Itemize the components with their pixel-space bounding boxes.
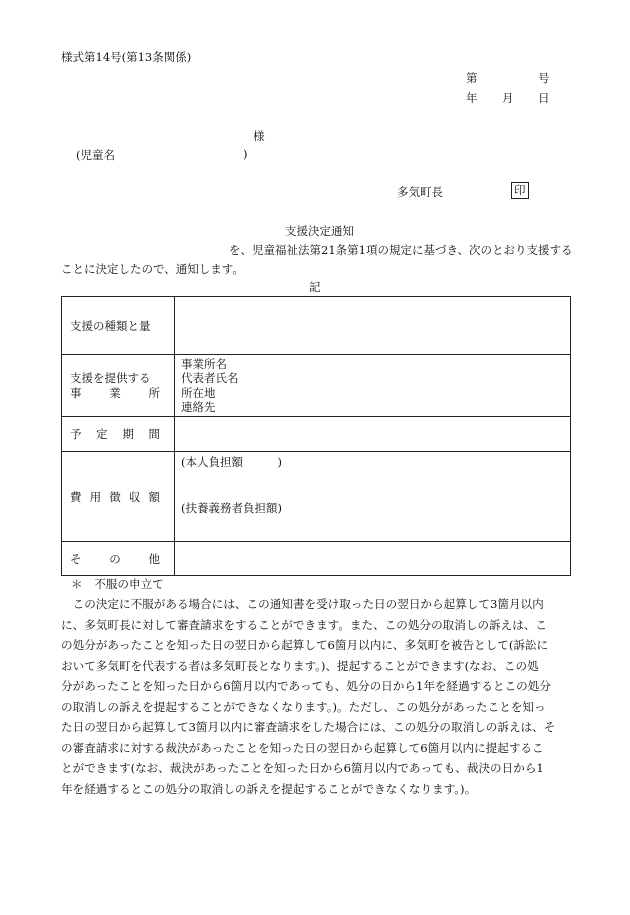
other-label: そ の 他 (62, 542, 175, 576)
appeal-line: の取消しの訴えを提起することができなくなります。)。ただし、この処分があったことを知っ (61, 699, 546, 714)
period-value (175, 417, 571, 452)
intro-line1: を、児童福祉法第21条第1項の規定に基づき、次のとおり支援する (229, 243, 573, 257)
issuer-name: 多気町長 (397, 185, 443, 199)
appeal-line: 年を経過するとこの処分の取消しの訴えを提起することができなくなります。)。 (61, 781, 477, 796)
other-value (175, 542, 571, 576)
kind-amount-label: 支援の種類と量 (62, 297, 175, 355)
date-month: 月 (502, 91, 514, 105)
appeal-line: この決定に不服がある場合には、この通知書を受け取った日の翌日から起算して3箇月以内 (61, 597, 544, 611)
provider-contact: 連絡先 (181, 400, 216, 414)
date-year: 年 (466, 91, 478, 105)
ki-label: 記 (309, 280, 321, 294)
period-label: 予 定 期 間 (62, 417, 175, 452)
appeal-line: た日の翌日から起算して3箇月以内に審査請求をした場合には、この処分の取消しの訴えは、そ (61, 720, 556, 734)
appeal-line: 分があったことを知った日から6箇月以内であっても、処分の日から1年を経過するとこの処分 (61, 679, 551, 693)
date-day: 日 (538, 91, 550, 105)
provider-label-line1: 支援を提供する (70, 370, 151, 385)
appeal-line: おいて多気町を代表する者は多気町長となります。)、提起することができます(なお、この処 (61, 658, 539, 673)
self-burden: (本人負担額 ) (181, 455, 282, 469)
form-number: 様式第14号(第13条関係) (61, 50, 192, 64)
decision-table (61, 296, 571, 576)
provider-office-name: 事業所名 (181, 356, 227, 371)
appeal-line: の審査請求に対する裁決があったことを知った日の翌日から起算して6箇月以内に提起するこ (61, 740, 544, 755)
cost-label: 費 用 徴 収 額 (62, 452, 175, 542)
child-name-close: ) (243, 147, 248, 161)
child-name-open: (児童名 (76, 148, 115, 162)
cost-value (175, 452, 571, 542)
table-row (62, 542, 571, 576)
appeal-heading: ＊ 不服の申立て (71, 577, 164, 591)
supporter-burden: (扶養義務者負担額) (181, 501, 282, 515)
addressee-sama: 様 (253, 129, 265, 143)
table-row (62, 417, 571, 452)
table-row (62, 355, 571, 417)
intro-line2: ことに決定したので、通知します。 (61, 262, 244, 276)
appeal-line: の処分があったことを知った日の翌日から起算して6箇月以内に、多気町を被告として(訴訟に (61, 638, 549, 652)
number-prefix: 第 (466, 71, 478, 85)
provider-representative: 代表者氏名 (181, 371, 239, 385)
provider-value (175, 355, 571, 417)
appeal-notice (61, 576, 575, 799)
provider-label (62, 355, 175, 417)
appeal-line: に、多気町長に対して審査請求をすることができます。また、この処分の取消しの訴えは、こ (61, 617, 548, 632)
seal-mark: 印 (511, 182, 529, 199)
appeal-line: とができます(なお、裁決があったことを知った日から6箇月以内であっても、裁決の日から1 (61, 761, 544, 775)
notice-title: 支援決定通知 (285, 224, 354, 238)
provider-label-line2: 事 業 所 (70, 385, 160, 400)
table-row (62, 297, 571, 355)
provider-address: 所在地 (181, 385, 216, 400)
kind-amount-value (175, 297, 571, 355)
table-row (62, 452, 571, 542)
number-suffix: 号 (538, 71, 550, 85)
